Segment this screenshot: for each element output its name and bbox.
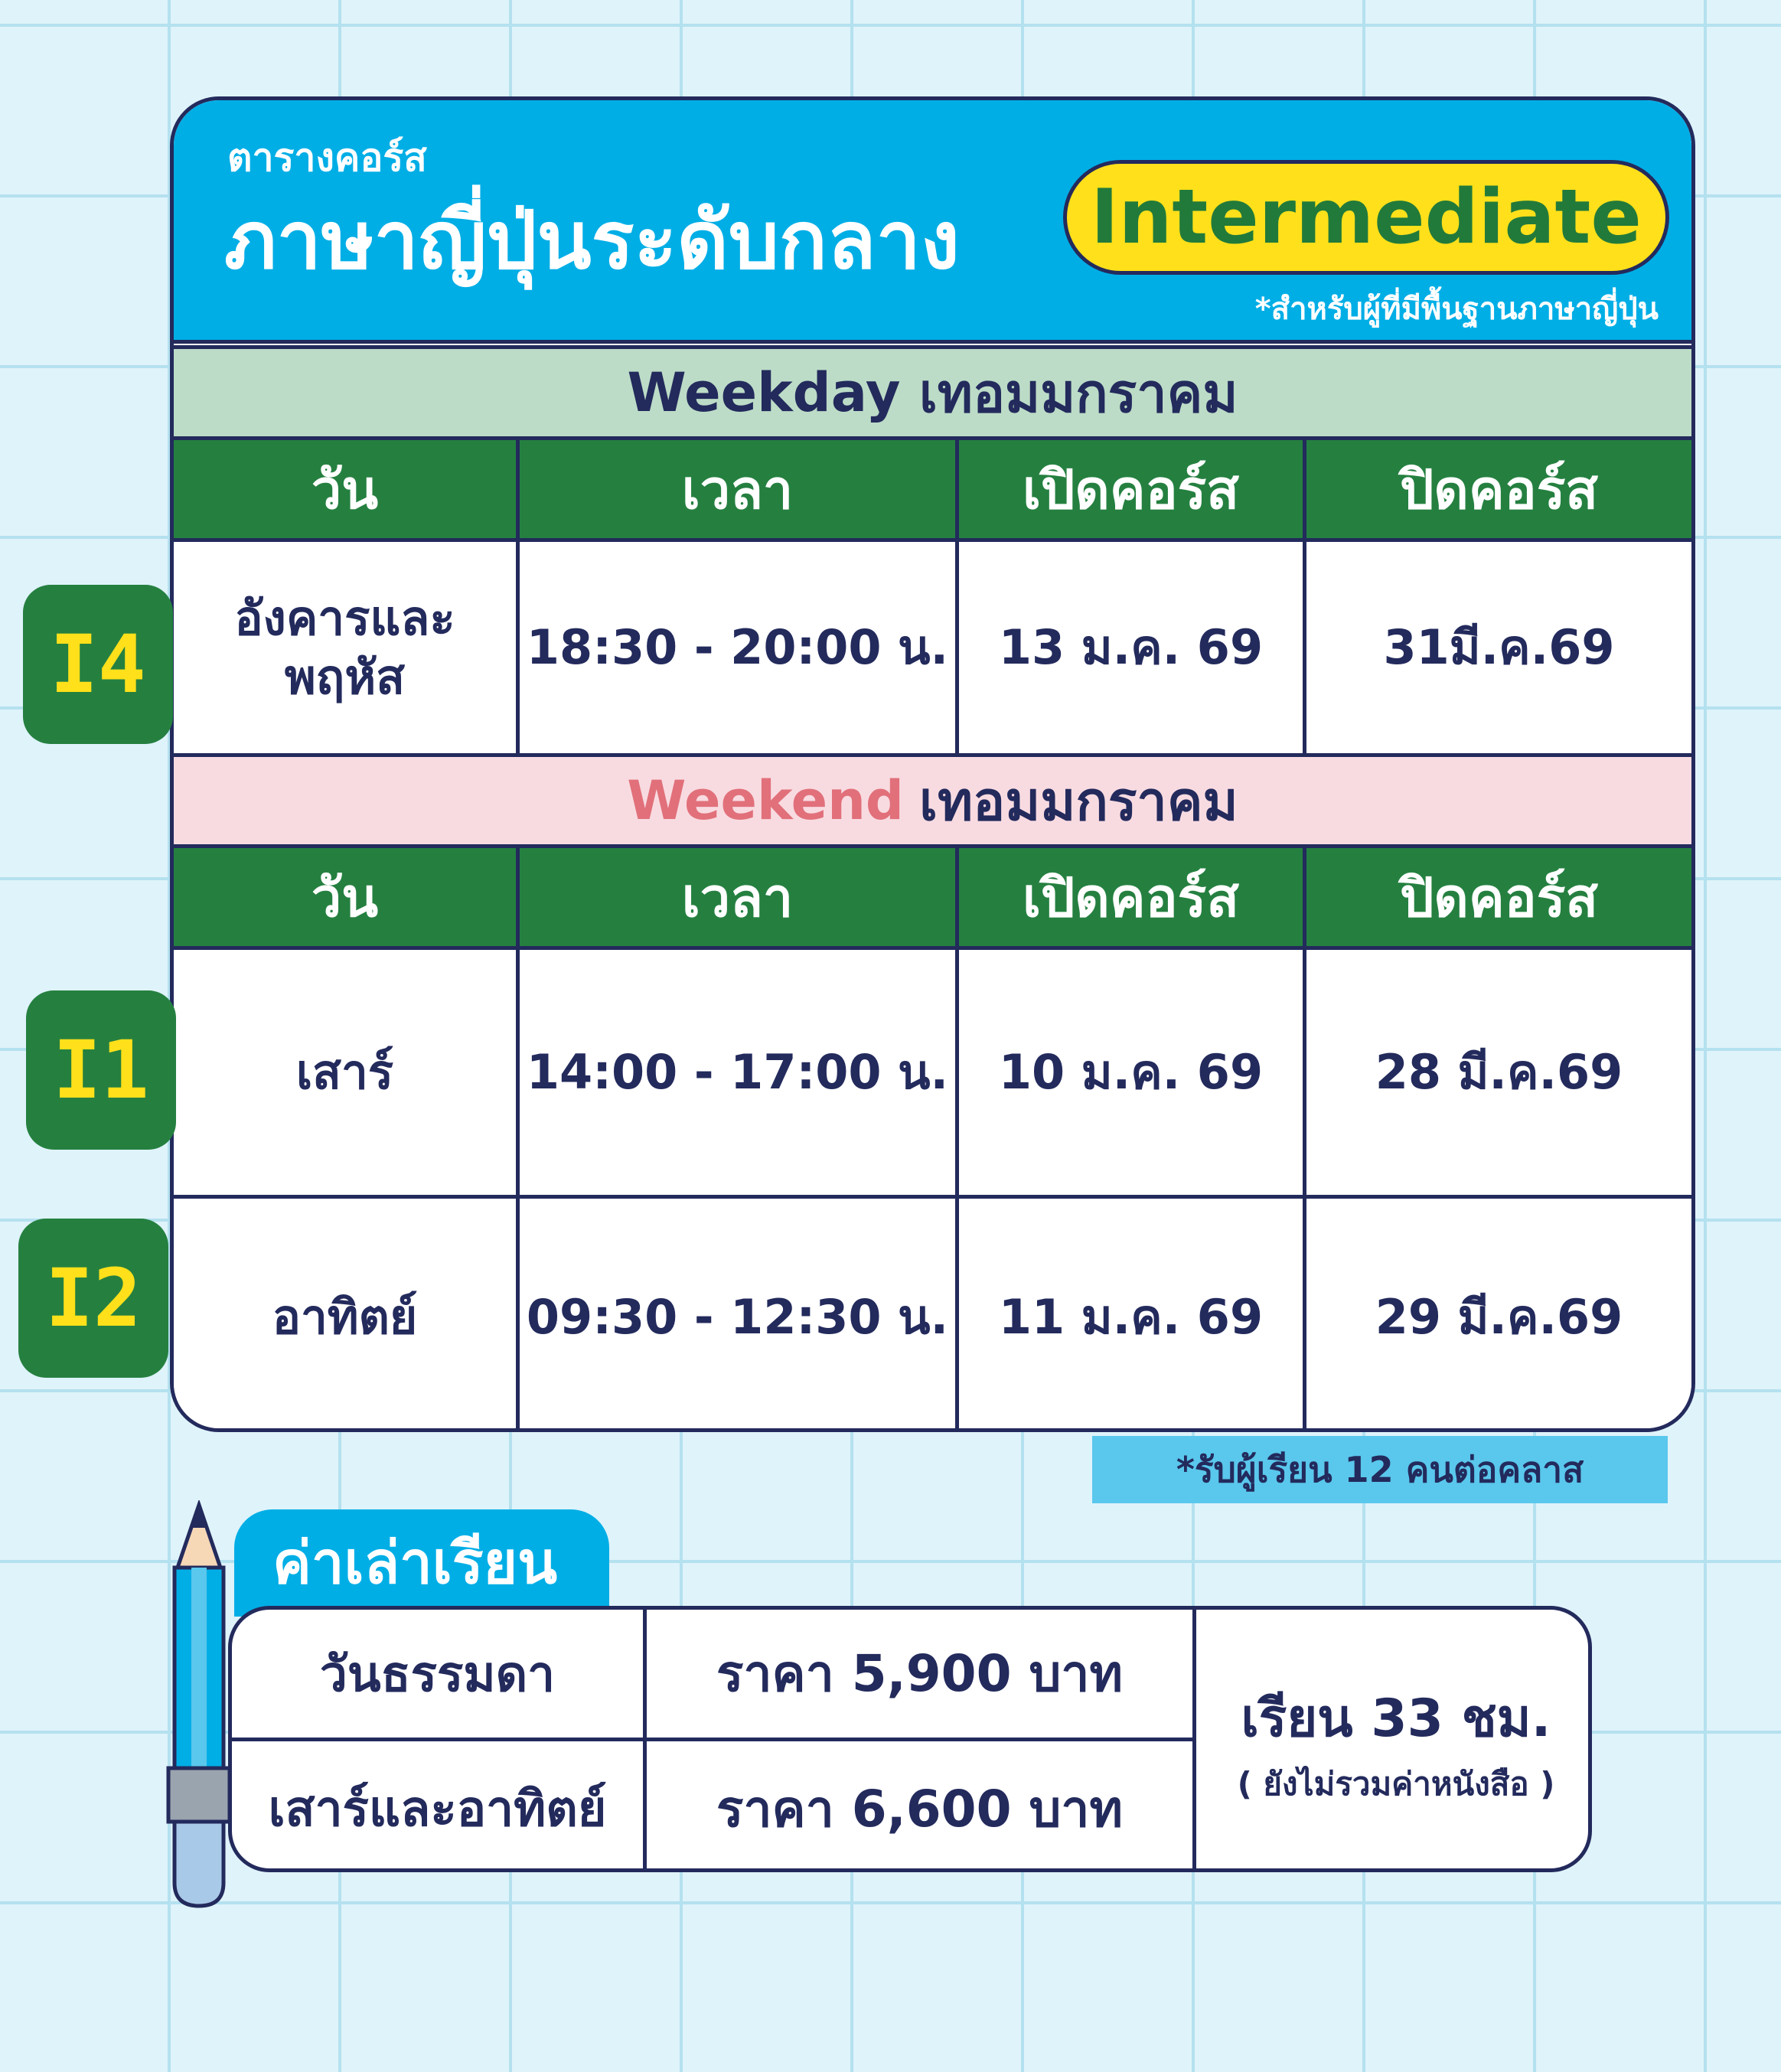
open-date-cell: 11 ม.ค. 69 — [959, 1199, 1306, 1432]
tuition-table — [228, 1606, 1592, 1872]
level-badge: Intermediate — [1063, 160, 1669, 275]
course-code-tag: I4 — [23, 585, 173, 744]
col-close: ปิดคอร์ส — [1399, 866, 1599, 929]
weekday-header-row — [174, 440, 1691, 542]
weekday-band — [174, 345, 1691, 440]
schedule-card — [170, 96, 1695, 1432]
book-exclusion-note: ( ยังไม่รวมค่าหนังสือ ) — [1237, 1765, 1555, 1803]
class-size-note: *รับผู้เรียน 12 คนต่อคลาส — [1092, 1436, 1668, 1503]
course-code-tag: I2 — [18, 1219, 168, 1378]
course-code-tag: I1 — [26, 990, 176, 1150]
table-row — [174, 950, 1691, 1199]
weekday-term: เทอมมกราคม — [918, 361, 1238, 425]
open-date-cell: 10 ม.ค. 69 — [959, 950, 1306, 1195]
tuition-title: ค่าเล่าเรียน — [234, 1509, 609, 1617]
table-row — [174, 1199, 1691, 1432]
col-open: เปิดคอร์ส — [959, 440, 1306, 538]
weekday-fee-price: ราคา 5,900 บาท — [647, 1610, 1196, 1741]
day-cell: อังคารและ พฤหัส — [174, 542, 520, 753]
hours-cell — [1196, 1610, 1592, 1872]
time-cell: 09:30 - 12:30 น. — [520, 1199, 959, 1432]
open-date-cell: 13 ม.ค. 69 — [959, 542, 1306, 753]
time-cell: 18:30 - 20:00 น. — [520, 542, 959, 753]
close-date-cell: 29 มี.ค.69 — [1375, 1289, 1623, 1346]
col-day: วัน — [174, 440, 520, 538]
weekend-term: เทอมมกราคม — [919, 769, 1238, 833]
close-date-cell: 31มี.ค.69 — [1383, 619, 1615, 676]
prerequisite-note: *สำหรับผู้ที่มีพื้นฐานภาษาญี่ปุ่น — [1254, 292, 1659, 327]
table-row — [174, 542, 1691, 753]
header-subtitle: ตารางคอร์ส — [227, 135, 427, 180]
col-open: เปิดคอร์ส — [959, 848, 1306, 946]
col-time: เวลา — [520, 848, 959, 946]
weekend-header-row — [174, 848, 1691, 950]
day-cell: อาทิตย์ — [174, 1199, 520, 1432]
weekend-band — [174, 753, 1691, 848]
pencil-icon — [161, 1500, 237, 1914]
day-cell: เสาร์ — [174, 950, 520, 1195]
weekend-fee-price: ราคา 6,600 บาท — [647, 1741, 1196, 1872]
time-cell: 14:00 - 17:00 น. — [520, 950, 959, 1195]
course-hours: เรียน 33 ชม. — [1241, 1689, 1551, 1749]
col-day: วัน — [174, 848, 520, 946]
col-close: ปิดคอร์ส — [1399, 458, 1599, 521]
col-time: เวลา — [520, 440, 959, 538]
course-title: ภาษาญี่ปุ่นระดับกลาง — [224, 194, 960, 287]
weekday-label: Weekday — [627, 361, 901, 424]
course-header — [174, 100, 1691, 344]
close-date-cell: 28 มี.ค.69 — [1375, 1044, 1623, 1101]
weekend-label: Weekend — [627, 769, 905, 832]
weekend-fee-label: เสาร์และอาทิตย์ — [232, 1741, 647, 1872]
weekday-fee-label: วันธรรมดา — [232, 1610, 647, 1741]
